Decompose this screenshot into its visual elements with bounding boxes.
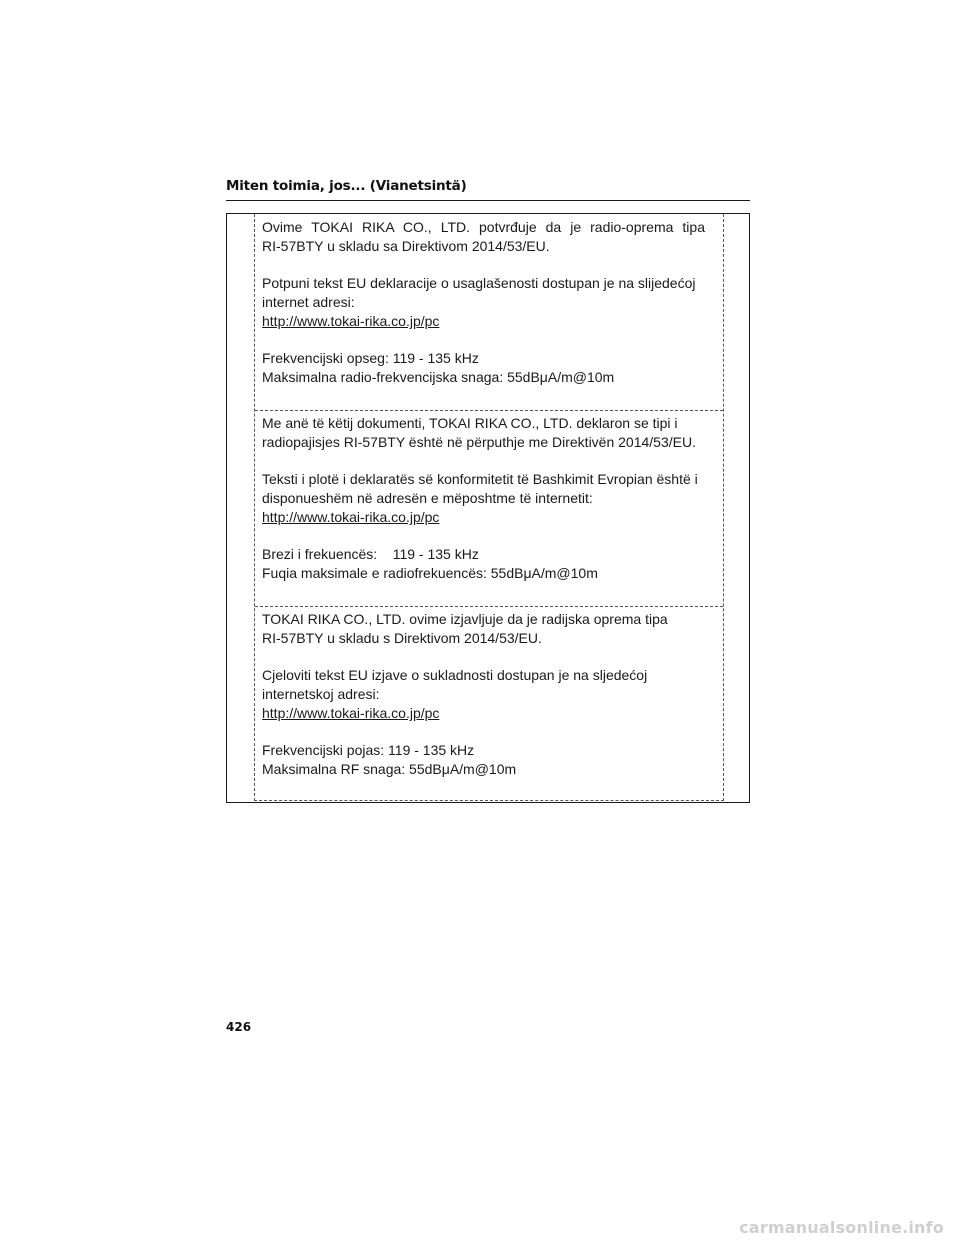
declaration-link[interactable]: http://www.tokai-rika.co.jp/pc <box>262 509 440 525</box>
statement-line: TOKAI RIKA CO., LTD. ovime izjavljuje da je radijska oprema tipa <box>262 611 668 627</box>
statement-line: Ovime TOKAI RIKA CO., LTD. potvrđuje da je radio-oprema tipa <box>262 219 705 235</box>
declaration-bosnian <box>255 218 723 387</box>
full-text-line: internet adresi: <box>262 294 355 310</box>
technical-specs <box>262 349 705 387</box>
statement-line: radiopajisjes RI-57BTY është në përputhje me Direktivën 2014/53/EU. <box>262 434 696 450</box>
declaration-albanian <box>255 414 723 583</box>
conformity-statement <box>262 414 705 452</box>
frequency-range: Frekvencijski pojas: 119 - 135 kHz <box>262 742 475 758</box>
declaration-link[interactable]: http://www.tokai-rika.co.jp/pc <box>262 705 440 721</box>
declaration-link[interactable]: http://www.tokai-rika.co.jp/pc <box>262 313 440 329</box>
declaration-panel <box>254 214 724 801</box>
declaration-table <box>226 213 750 803</box>
watermark: carmanualsonline.info <box>739 1218 944 1237</box>
full-text-line: Teksti i plotë i deklaratës së konformitetit të Bashkimit Evropian është i <box>262 471 698 487</box>
statement-line: RI-57BTY u skladu s Direktivom 2014/53/EU. <box>262 630 542 646</box>
full-text-line: disponueshëm në adresën e mëposhtme të internetit: <box>262 490 593 506</box>
conformity-statement <box>262 610 705 648</box>
full-text-line: internetskoj adresi: <box>262 686 380 702</box>
full-text-line: Potpuni tekst EU deklaracije o usaglašenosti dostupan je na slijedećoj <box>262 275 696 291</box>
max-power: Maksimalna RF snaga: 55dBμA/m@10m <box>262 761 517 777</box>
full-text-notice <box>262 274 705 331</box>
page-number: 426 <box>226 1020 252 1034</box>
section-header <box>226 178 750 201</box>
technical-specs <box>262 741 705 779</box>
max-power: Maksimalna radio-frekvencijska snaga: 55dBμA/m@10m <box>262 369 615 385</box>
section-title: Miten toimia, jos... (Vianetsintä) <box>226 178 467 194</box>
full-text-notice <box>262 470 705 527</box>
declaration-croatian <box>255 610 723 779</box>
frequency-range: Brezi i frekuencës: 119 - 135 kHz <box>262 546 479 562</box>
max-power: Fuqia maksimale e radiofrekuencës: 55dBμA/m@10m <box>262 565 598 581</box>
full-text-line: Cjeloviti tekst EU izjave o sukladnosti dostupan je na sljedećoj <box>262 667 648 683</box>
section-divider <box>255 606 723 607</box>
statement-line: Me anë të këtij dokumenti, TOKAI RIKA CO., LTD. deklaron se tipi i <box>262 415 678 431</box>
technical-specs <box>262 545 705 583</box>
section-divider <box>255 410 723 411</box>
frequency-range: Frekvencijski opseg: 119 - 135 kHz <box>262 350 479 366</box>
full-text-notice <box>262 666 705 723</box>
statement-line: RI-57BTY u skladu sa Direktivom 2014/53/EU. <box>262 238 550 254</box>
conformity-statement <box>262 218 705 256</box>
